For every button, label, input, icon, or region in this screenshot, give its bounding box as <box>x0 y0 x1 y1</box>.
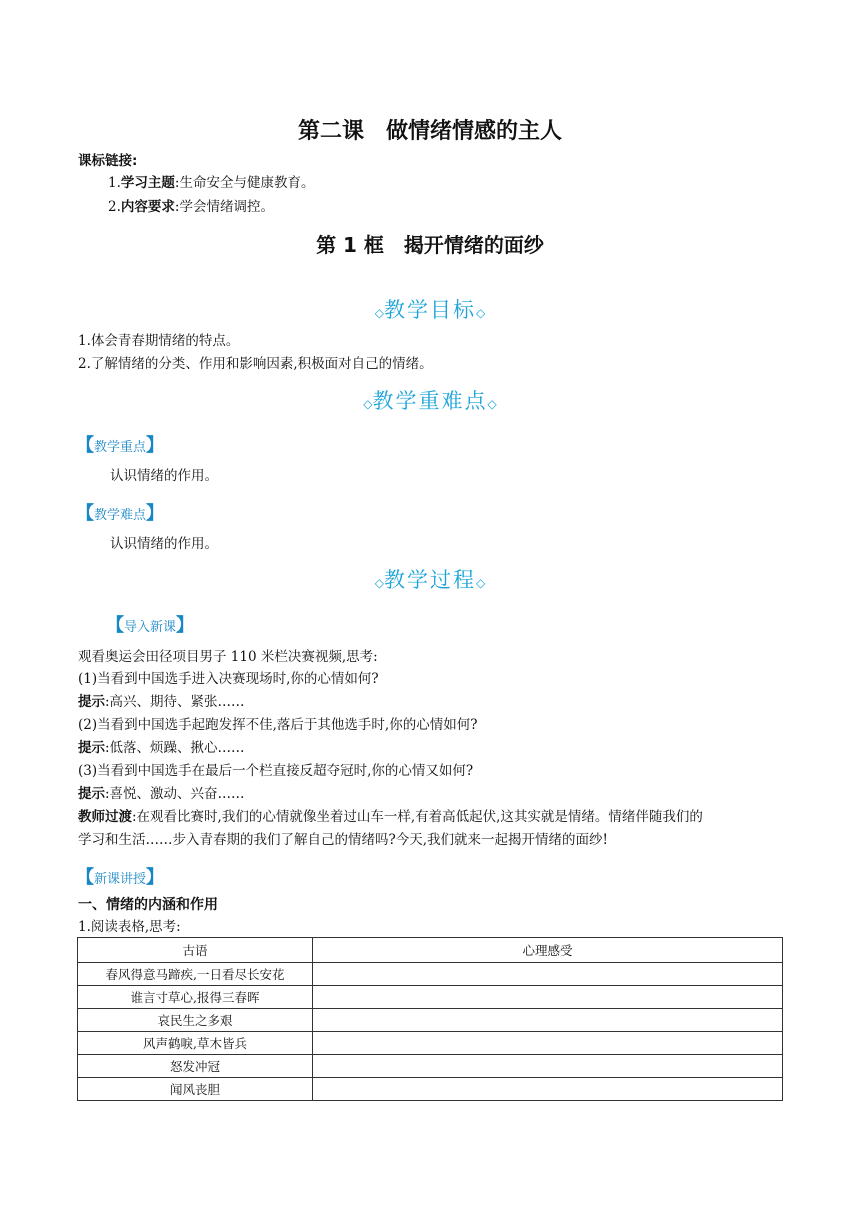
table-header-cell: 古语 <box>78 938 313 963</box>
feeling-cell <box>313 963 783 986</box>
bracket-open: 【 <box>106 615 124 636</box>
transition-text-1: :在观看比赛时,我们的心情就像坐着过山车一样,有着高低起伏,这其实就是情绪。情绪伴随我们的 <box>132 809 703 825</box>
transition-text-2: 学习和生活……步入青春期的我们了解自己的情绪吗?今天,我们就来一起揭开情绪的面纱! <box>78 832 608 848</box>
table-header-cell: 心理感受 <box>313 938 783 963</box>
hint-label: 提示 <box>78 786 105 802</box>
tag-key-text: 教学重点 <box>94 440 147 455</box>
feeling-cell <box>313 1009 783 1032</box>
diamond-icon: ◇ <box>363 397 373 411</box>
table-row <box>78 986 783 1009</box>
diamond-icon: ◇ <box>374 306 384 320</box>
goal-item: 1.体会青春期情绪的特点。 <box>78 333 240 349</box>
section-process-text: 教学过程 <box>384 568 476 592</box>
hint-text: :高兴、期待、紧张…… <box>105 694 245 710</box>
tag-new-lesson <box>76 863 164 889</box>
table-row <box>78 1055 783 1078</box>
tag-intro-text: 导入新课 <box>124 620 177 635</box>
new-lesson-heading: 一、情绪的内涵和作用 <box>78 897 218 913</box>
feeling-cell <box>313 1078 783 1101</box>
section-keypoints-text: 教学重难点 <box>372 389 488 413</box>
hint-3 <box>78 785 245 803</box>
tag-difficult-text: 教学难点 <box>94 508 147 523</box>
hint-2 <box>78 739 245 757</box>
table-row <box>78 1032 783 1055</box>
tag-intro <box>106 611 194 637</box>
difficult-text: 认识情绪的作用。 <box>110 536 218 552</box>
curriculum-item-1 <box>108 174 314 192</box>
diamond-icon: ◇ <box>476 576 486 590</box>
question-3: (3)当看到中国选手在最后一个栏直接反超夺冠时,你的心情又如何? <box>78 763 474 779</box>
bracket-close: 】 <box>176 615 195 636</box>
diamond-icon: ◇ <box>487 397 497 411</box>
quote-cell: 春风得意马蹄疾,一日看尽长安花 <box>78 963 313 986</box>
lesson-title: 第二课 做情绪情感的主人 <box>297 119 562 144</box>
table-row <box>78 1078 783 1101</box>
bracket-open: 【 <box>76 867 94 888</box>
hint-label: 提示 <box>78 694 105 710</box>
section-keypoints-heading <box>0 385 860 415</box>
curriculum-item-2 <box>108 198 274 216</box>
tag-difficult <box>76 499 164 525</box>
goal-item: 2.了解情绪的分类、作用和影响因素,积极面对自己的情绪。 <box>78 356 433 372</box>
section-goals-heading <box>0 294 860 324</box>
bracket-close: 】 <box>146 435 165 456</box>
curriculum-item-num: 2. <box>108 199 121 215</box>
feeling-cell <box>313 1055 783 1078</box>
hint-text: :低落、烦躁、揪心…… <box>105 740 245 756</box>
curriculum-item-key: 学习主题 <box>120 175 175 191</box>
quote-table <box>77 937 783 1101</box>
tag-key <box>76 431 164 457</box>
curriculum-label: 课标链接: <box>78 153 138 169</box>
quote-cell: 闻风丧胆 <box>78 1078 313 1101</box>
section-process-heading <box>0 564 860 594</box>
diamond-icon: ◇ <box>476 306 486 320</box>
bracket-close: 】 <box>146 867 165 888</box>
curriculum-item-text: :生命安全与健康教育。 <box>174 175 315 191</box>
key-text: 认识情绪的作用。 <box>110 468 218 484</box>
hint-1 <box>78 693 245 711</box>
frame-title: 第 1 框 揭开情绪的面纱 <box>316 233 544 257</box>
question-2: (2)当看到中国选手起跑发挥不佳,落后于其他选手时,你的心情如何? <box>78 717 478 733</box>
feeling-cell <box>313 986 783 1009</box>
quote-cell: 怒发冲冠 <box>78 1055 313 1078</box>
table-row <box>78 963 783 986</box>
hint-label: 提示 <box>78 740 105 756</box>
section-goals-text: 教学目标 <box>384 298 476 322</box>
new-lesson-task: 1.阅读表格,思考: <box>78 919 181 935</box>
curriculum-item-key: 内容要求 <box>120 199 175 215</box>
bracket-close: 】 <box>146 503 165 524</box>
curriculum-item-text: :学会情绪调控。 <box>174 199 274 215</box>
bracket-open: 【 <box>76 503 94 524</box>
transition-label: 教师过渡 <box>78 809 132 825</box>
intro-lead: 观看奥运会田径项目男子 110 米栏决赛视频,思考: <box>78 649 378 665</box>
quote-cell: 谁言寸草心,报得三春晖 <box>78 986 313 1009</box>
teacher-transition <box>78 808 703 826</box>
table-header-row <box>78 938 783 963</box>
question-1: (1)当看到中国选手进入决赛现场时,你的心情如何? <box>78 671 379 687</box>
feeling-cell <box>313 1032 783 1055</box>
table-row <box>78 1009 783 1032</box>
quote-cell: 风声鹤唳,草木皆兵 <box>78 1032 313 1055</box>
bracket-open: 【 <box>76 435 94 456</box>
diamond-icon: ◇ <box>374 576 384 590</box>
curriculum-item-num: 1. <box>108 175 121 191</box>
tag-new-lesson-text: 新课讲授 <box>94 872 147 887</box>
quote-cell: 哀民生之多艰 <box>78 1009 313 1032</box>
hint-text: :喜悦、激动、兴奋…… <box>105 786 245 802</box>
